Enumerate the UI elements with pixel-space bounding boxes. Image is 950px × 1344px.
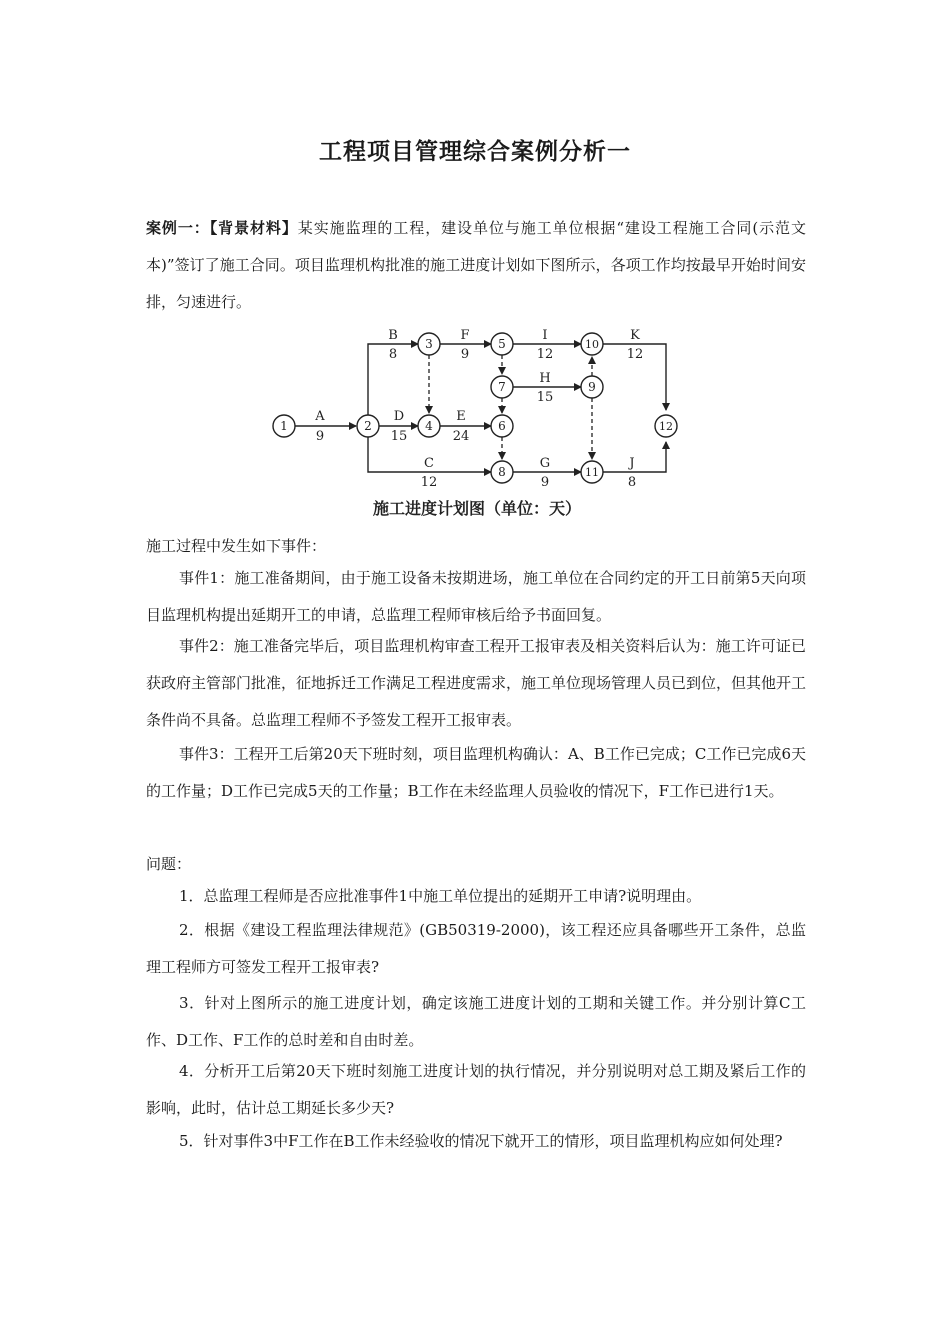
duration-C: 12	[420, 475, 438, 490]
node-label-5: 5	[498, 337, 506, 351]
label-A: A	[315, 409, 325, 424]
duration-B: 8	[388, 347, 398, 362]
duration-H: 15	[536, 390, 554, 405]
duration-I: 12	[536, 347, 554, 362]
event-1: 事件1：施工准备期间，由于施工设备未按期进场，施工单位在合同约定的开工日前第5天向项目监理机构提出延期开工的申请，总监理工程师审核后给予书面回复。	[146, 569, 806, 624]
node-label-9: 9	[588, 380, 596, 394]
label-E: E	[456, 409, 466, 424]
event-3: 事件3：工程开工后第20天下班时刻，项目监理机构确认：A、B工作已完成；C工作已完成6天的工作量；D工作已完成5天的工作量；B工作在未经监理人员验收的情况下，F工作已进行1天。	[146, 745, 806, 800]
question-2: 2．根据《建设工程监理法律规范》(GB50319-2000)，该工程还应具备哪些开工条件，总监理工程师方可签发工程开工报审表?	[146, 921, 806, 976]
label-G: G	[539, 456, 551, 471]
node-label-6: 6	[498, 419, 506, 433]
page-title: 工程项目管理综合案例分析一	[319, 139, 631, 165]
node-label-4: 4	[425, 419, 433, 433]
label-I: I	[542, 328, 548, 343]
intro-paragraph	[146, 210, 806, 321]
duration-A: 9	[315, 429, 325, 444]
event-2: 事件2：施工准备完毕后，项目监理机构审查工程开工报审表及相关资料后认为：施工许可证已获政府主管部门批准，征地拆迁工作满足工程进度需求，施工单位现场管理人员已到位，但其他开工条件尚不具备。总监理工程师不予签发工程开工报审表。	[146, 637, 807, 729]
question-1: 1．总监理工程师是否应批准事件1中施工单位提出的延期开工申请?说明理由。	[179, 887, 702, 905]
node-label-8: 8	[498, 465, 506, 479]
node-label-3: 3	[425, 337, 433, 351]
node-label-1: 1	[280, 419, 288, 433]
label-H: H	[539, 371, 551, 386]
label-C: C	[424, 456, 434, 471]
questions-label: 问题：	[146, 855, 192, 873]
question-4: 4．分析开工后第20天下班时刻施工进度计划的执行情况，并分别说明对总工期及紧后工作的影响，此时，估计总工期延长多少天?	[146, 1062, 806, 1117]
label-F: F	[460, 328, 470, 343]
duration-F: 9	[460, 347, 470, 362]
intro-text: 某实施监理的工程，建设单位与施工单位根据“建设工程施工合同(示范文本)”签订了施工合同。项目监理机构批准的施工进度计划如下图所示，各项工作均按最早开始时间安排，匀速进行。	[146, 219, 806, 311]
label-D: D	[393, 409, 405, 424]
duration-K: 12	[626, 347, 644, 362]
node-label-12: 12	[659, 420, 673, 433]
duration-E: 24	[452, 429, 470, 444]
node-label-2: 2	[364, 419, 372, 433]
label-J: J	[629, 456, 635, 471]
question-5: 5．针对事件3中F工作在B工作未经验收的情况下就开工的情形，项目监理机构应如何处理?	[179, 1132, 783, 1150]
label-K: K	[630, 328, 640, 343]
diagram-caption: 施工进度计划图（单位：天）	[372, 499, 582, 518]
label-B: B	[388, 328, 398, 343]
node-label-7: 7	[498, 380, 506, 394]
events-intro: 施工过程中发生如下事件：	[146, 537, 327, 555]
duration-D: 15	[390, 429, 408, 444]
duration-G: 9	[540, 475, 550, 490]
question-3: 3．针对上图所示的施工进度计划，确定该施工进度计划的工期和关键工作。并分别计算C工作、D工作、F工作的总时差和自由时差。	[146, 994, 806, 1049]
case-label: 案例一：【背景材料】	[146, 219, 298, 237]
node-label-11: 11	[585, 466, 599, 479]
duration-J: 8	[627, 475, 637, 490]
node-label-10: 10	[585, 338, 599, 351]
network-diagram	[257, 326, 697, 522]
